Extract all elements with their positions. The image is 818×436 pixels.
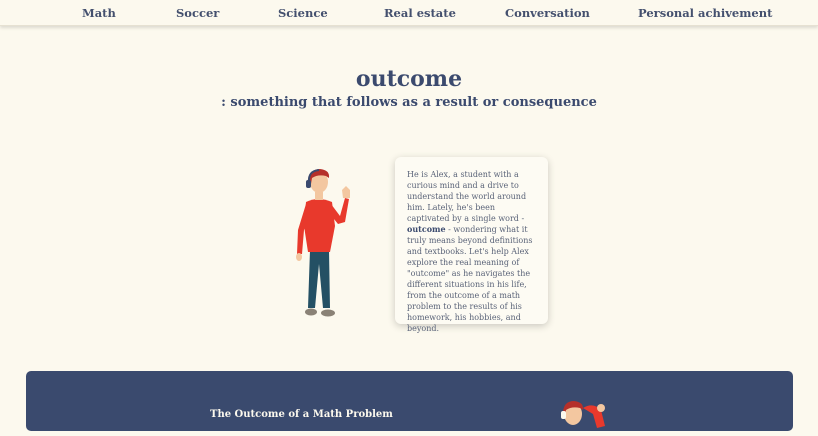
section-title: The Outcome of a Math Problem	[210, 409, 393, 420]
nav-item-math[interactable]: Math	[82, 6, 116, 20]
word-title: outcome	[355, 66, 463, 92]
top-nav	[0, 0, 818, 26]
nav-item-real-estate[interactable]: Real estate	[384, 6, 456, 20]
nav-item-science[interactable]: Science	[278, 6, 328, 20]
alex-character-illustration-small	[561, 396, 611, 436]
nav-item-conversation[interactable]: Conversation	[505, 6, 590, 20]
nav-item-soccer[interactable]: Soccer	[176, 6, 220, 20]
section-panel	[26, 371, 793, 431]
nav-item-personal-achivement[interactable]: Personal achivement	[638, 6, 773, 20]
alex-character-illustration	[288, 168, 358, 320]
card-text-rest: - wondering what it truly means beyond definitions and textbooks. Let's help Alex explore the real meaning of "outcome" as he navigates the different situations in his life, from the outcome of a math problem to the results of his homework, his hobbies, and beyond.	[407, 225, 533, 333]
card-text-intro: He is Alex, a student with a curious mind and a drive to understand the world around him. Lately, he's been captivated by a single word -	[407, 170, 527, 223]
story-card	[395, 157, 548, 333]
word-definition: : something that follows as a result or consequence	[221, 95, 597, 110]
card-keyword: outcome	[407, 224, 446, 234]
